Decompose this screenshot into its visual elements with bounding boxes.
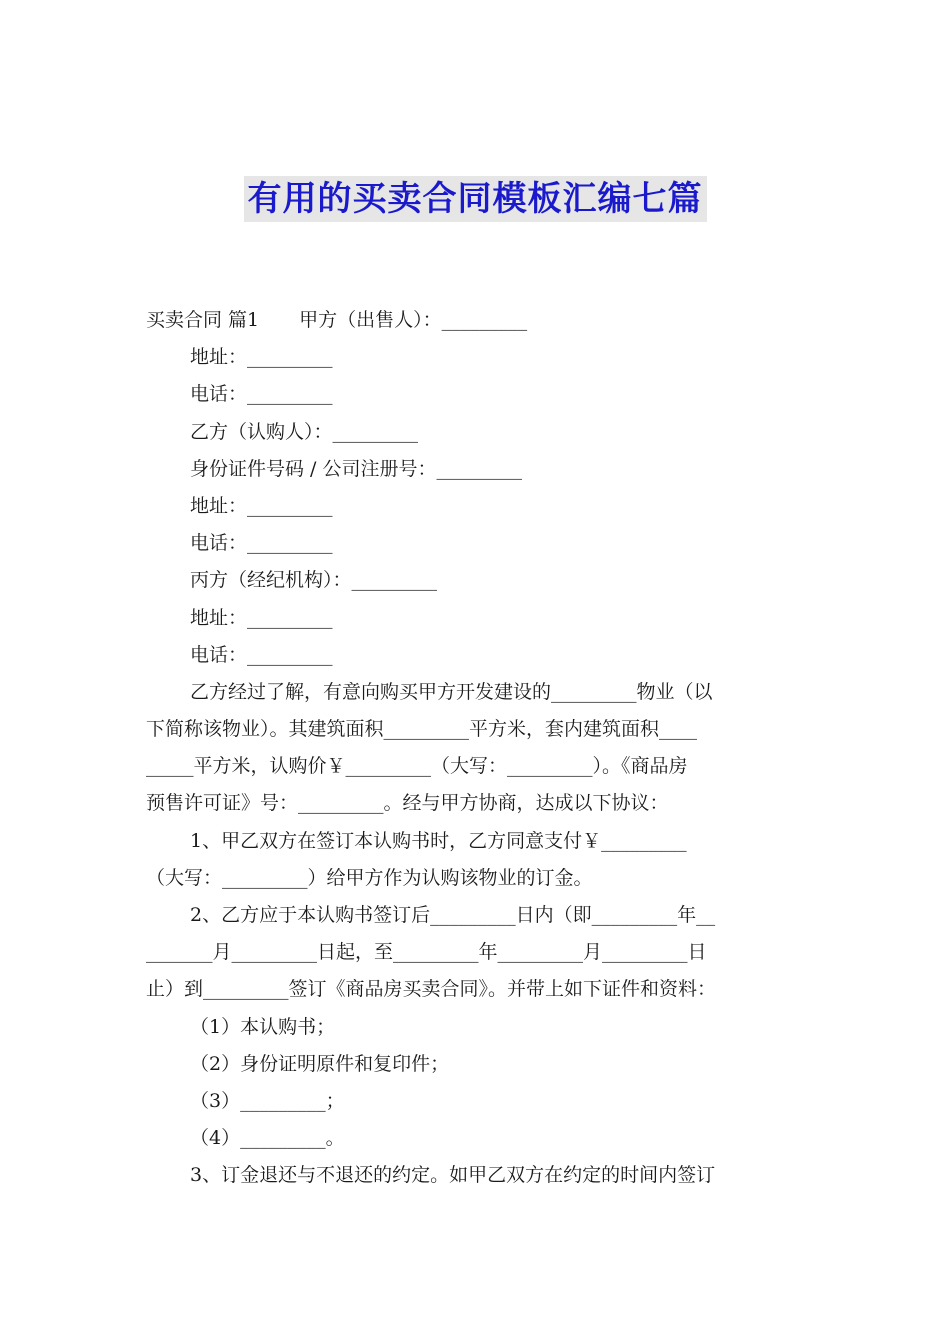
body-line: 地址：_________	[190, 494, 333, 517]
body-line: 电话：_________	[190, 383, 333, 406]
body-line: （大写：_________）给甲方作为认购该物业的订金。	[146, 866, 593, 889]
body-line: 3、订金退还与不退还的约定。如甲乙双方在约定的时间内签订	[190, 1164, 716, 1187]
body-line: 乙方经过了解，有意向购买甲方开发建设的_________物业（以	[190, 680, 713, 703]
body-line: 电话：_________	[190, 532, 333, 555]
party-a-label: 甲方（出售人）：_________	[299, 309, 528, 331]
body-line: （3）_________；	[190, 1089, 345, 1112]
body-line: _____平方米，认购价￥_________（大写：_________）。《商品房	[146, 755, 688, 778]
body-line: （2）身份证明原件和复印件；	[190, 1052, 450, 1075]
body-line: 地址：_________	[190, 346, 333, 369]
title-container	[0, 176, 950, 222]
body-line: 止）到_________签订《商品房买卖合同》。并带上如下证件和资料：	[146, 978, 717, 1001]
document-body	[146, 302, 816, 1195]
body-line: 下简称该物业）。其建筑面积_________平方米，套内建筑面积____	[146, 718, 698, 741]
body-line: （1）本认购书；	[190, 1015, 336, 1038]
body-line: 2、乙方应于本认购书签订后_________日内（即_________年__	[190, 904, 716, 926]
body-line: （4）_________。	[190, 1127, 345, 1150]
body-line: 地址：_________	[190, 606, 333, 629]
document-title: 有用的买卖合同模板汇编七篇	[244, 176, 707, 222]
body-line: 1、甲乙双方在签订本认购书时，乙方同意支付￥_________	[190, 829, 687, 852]
body-line: 身份证件号码 / 公司注册号：_________	[190, 457, 522, 480]
body-line: _______月_________日起，至_________年_________月_________日	[146, 941, 707, 964]
body-line	[146, 302, 816, 339]
body-line: 预售许可证》号：_________。经与甲方协商，达成以下协议：	[146, 792, 669, 815]
body-line: 丙方（经纪机构）：_________	[190, 569, 438, 592]
section-heading: 买卖合同 篇1	[146, 309, 260, 331]
body-line: 乙方（认购人）：_________	[190, 420, 419, 443]
body-line: 电话：_________	[190, 643, 333, 666]
